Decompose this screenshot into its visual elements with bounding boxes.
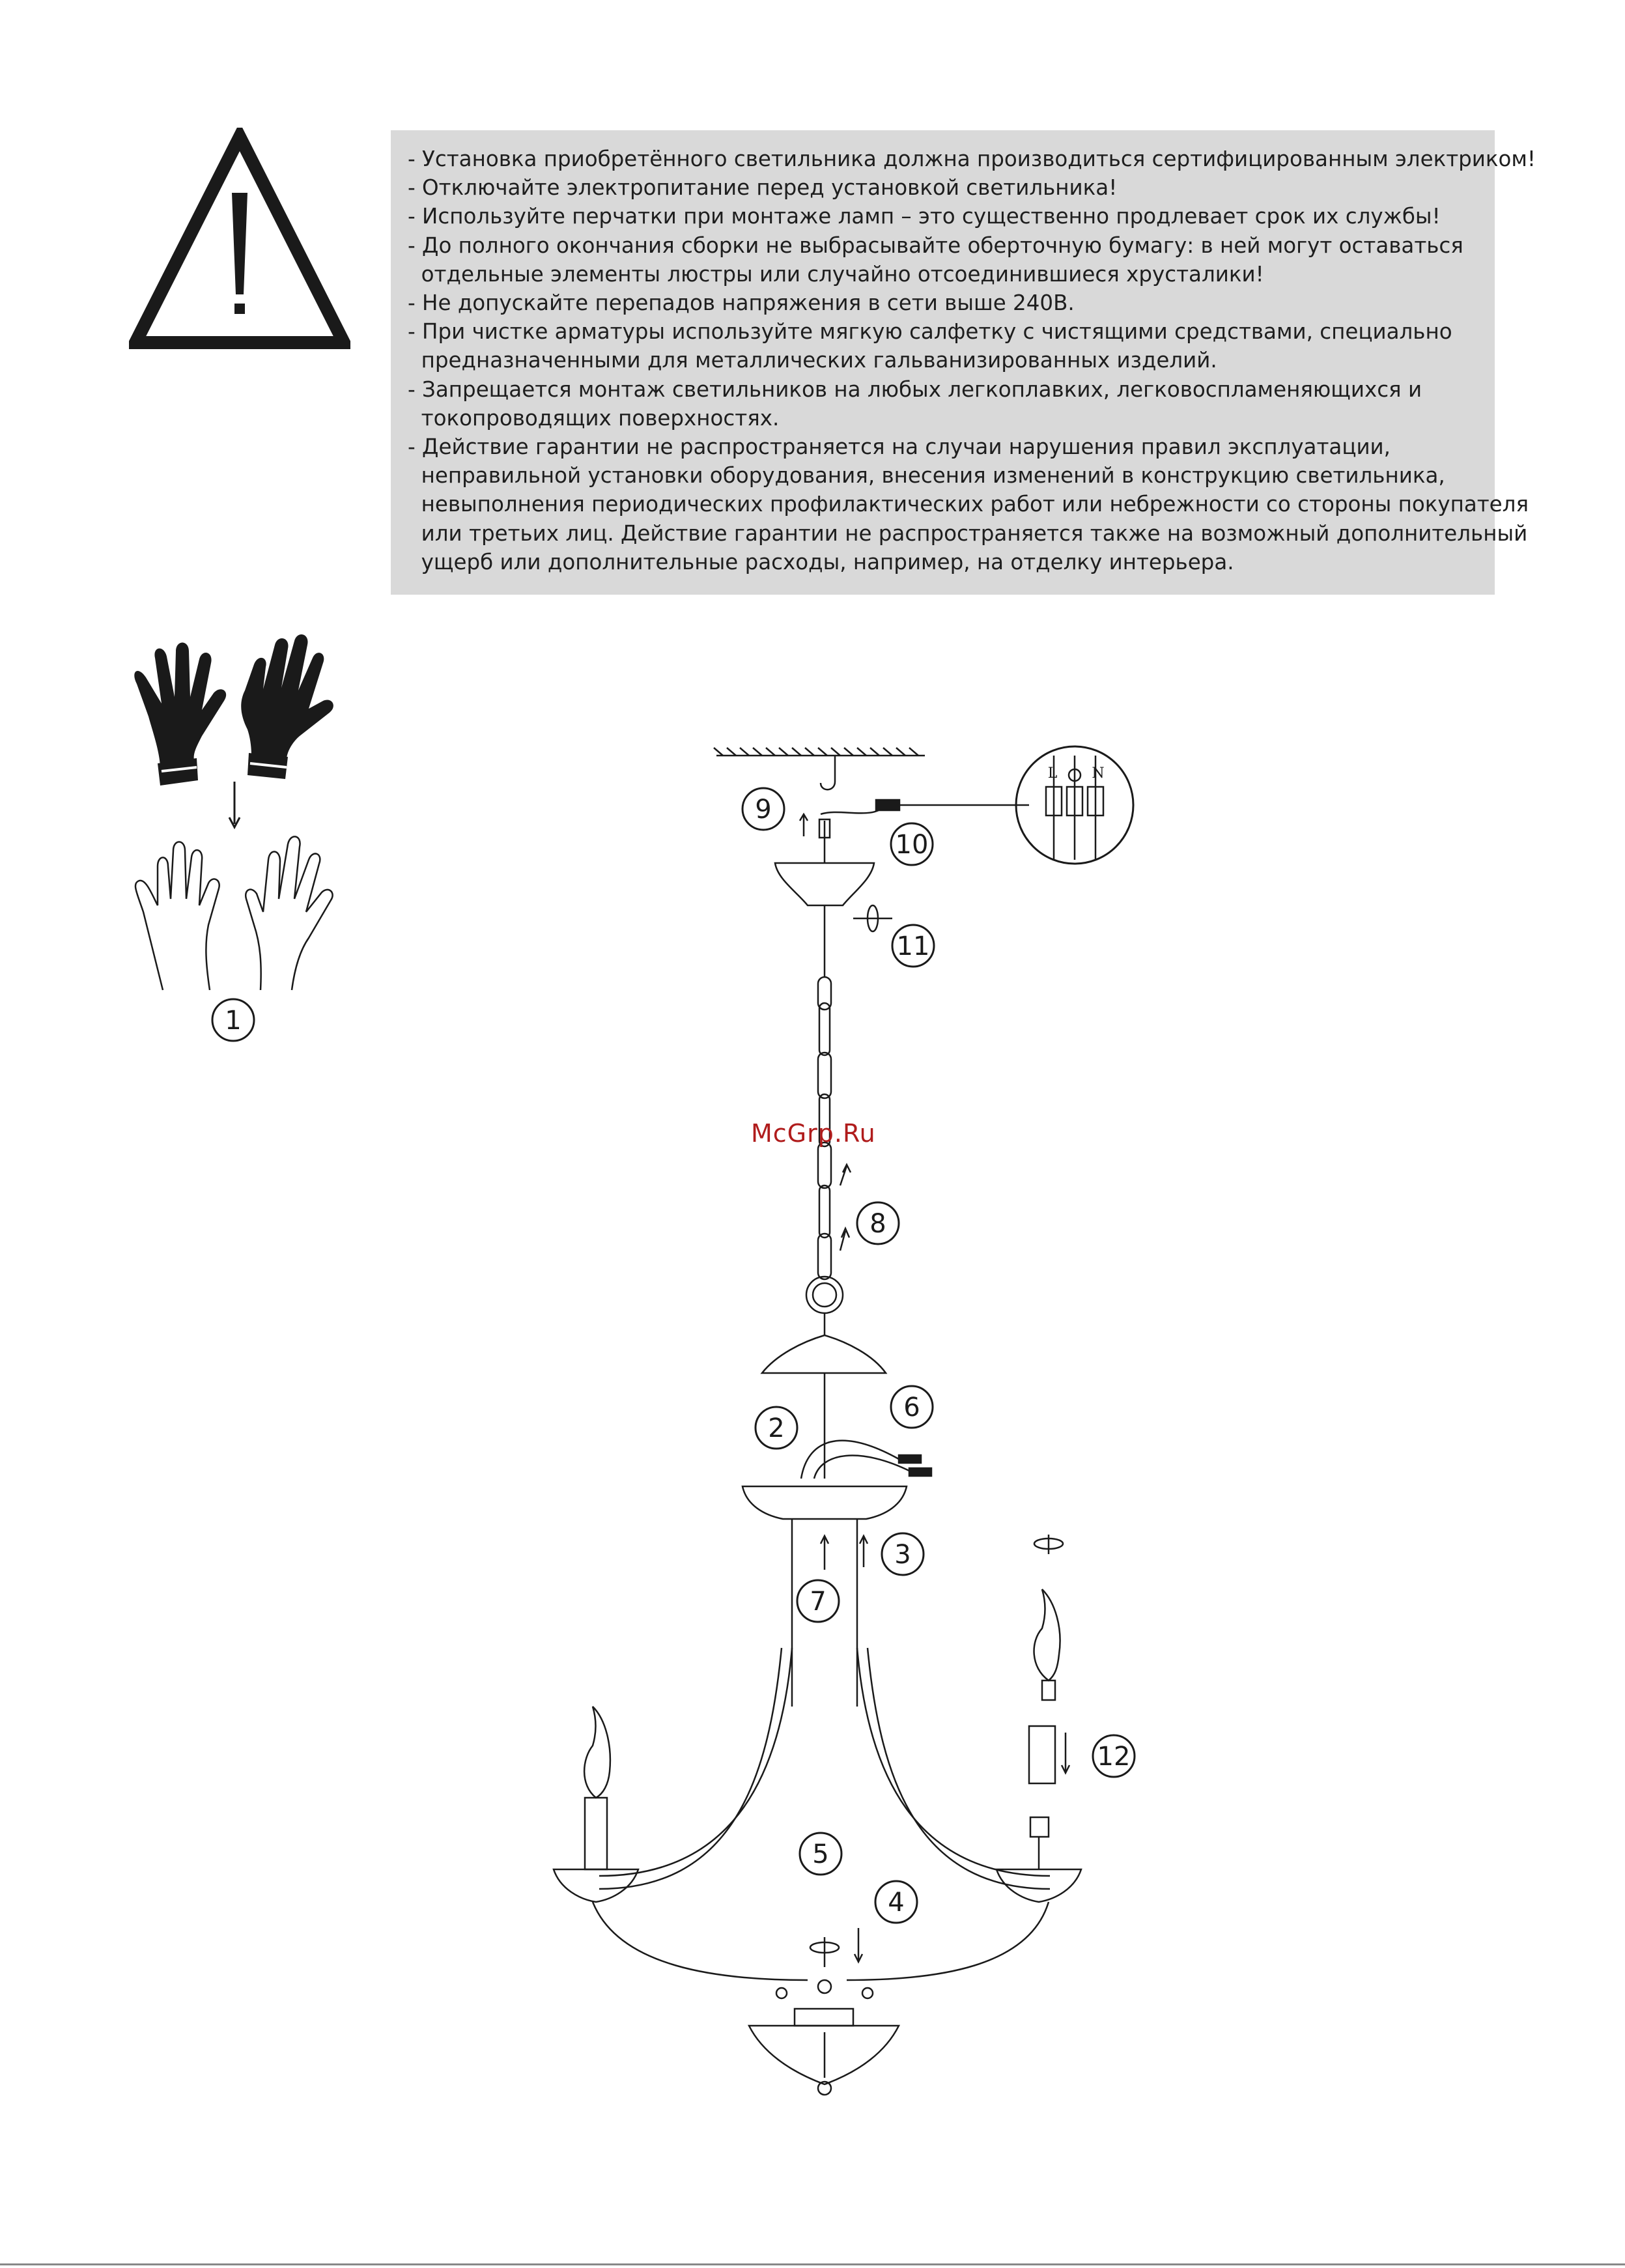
svg-text:2: 2 [768, 1413, 785, 1443]
step-10-badge [891, 823, 933, 865]
canopy-icon [775, 863, 874, 905]
svg-text:11: 11 [896, 931, 930, 961]
gloves-step-illustration [124, 625, 358, 1042]
warning-line: отдельные элементы люстры или случайно отсоединившиеся хрусталики! [408, 261, 1264, 287]
svg-text:8: 8 [869, 1209, 886, 1239]
terminal-block-icon [876, 800, 899, 810]
warning-line: невыполнения периодических профилактических работ или небрежности со стороны покупателя [408, 492, 1529, 517]
warning-line: ущерб или дополнительные расходы, например, на отделку интерьера. [408, 549, 1234, 574]
warning-line: - Используйте перчатки при монтаже ламп – это существенно продлевает срок их службы! [408, 204, 1441, 229]
work-gloves-icon [134, 634, 333, 786]
warning-line: или третьих лиц. Действие гарантии не распространяется также на возможный дополнительный [408, 520, 1528, 546]
step-11-badge [892, 925, 934, 967]
step-2-badge [756, 1407, 797, 1449]
svg-text:3: 3 [894, 1540, 911, 1570]
step-7-badge [797, 1580, 839, 1622]
svg-text:9: 9 [755, 795, 772, 825]
warning-line: - Запрещается монтаж светильников на любых легкоплавких, легковоспламеняющихся и [408, 376, 1422, 402]
svg-text:4: 4 [888, 1888, 905, 1918]
step-8-badge [857, 1202, 899, 1244]
svg-text:12: 12 [1097, 1742, 1131, 1772]
ceiling-icon [714, 748, 925, 756]
step-5-badge [800, 1833, 841, 1875]
step-badges [742, 788, 1135, 1923]
warning-text-box [391, 130, 1536, 595]
svg-text:5: 5 [812, 1839, 829, 1869]
warning-line: - До полного окончания сборки не выбрасывайте оберточную бумагу: в ней могут оставаться [408, 233, 1463, 258]
svg-text:10: 10 [895, 830, 929, 860]
warning-line: неправильной установки оборудования, внесения изменений в конструкцию светильника, [408, 463, 1445, 489]
down-arrow-icon [229, 782, 240, 827]
warning-line: токопроводящих поверхностях. [408, 405, 780, 431]
replacement-bulb-icon [1034, 1589, 1060, 1680]
ceiling-hook-icon [821, 756, 835, 789]
svg-text:7: 7 [810, 1587, 827, 1617]
live-label: L [1047, 765, 1058, 782]
step-9-badge [742, 788, 784, 830]
warning-line: - При чистке арматуры используйте мягкую салфетку с чистящими средствами, специально [408, 319, 1452, 345]
step-12-badge [1093, 1735, 1135, 1777]
right-arm-icon [857, 1648, 1050, 1876]
chandelier-body-icon [742, 1486, 907, 1519]
warning-line: - Отключайте электропитание перед установкой светильника! [408, 175, 1118, 201]
terminal-magnifier-icon [1016, 746, 1133, 864]
svg-text:6: 6 [903, 1393, 920, 1423]
svg-text:1: 1 [225, 1006, 242, 1036]
warning-triangle-icon [129, 128, 350, 349]
page-bottom-rule [0, 2263, 1625, 2265]
step-6-badge [891, 1386, 933, 1428]
bare-hands-icon [135, 836, 333, 990]
chain-cover-icon [762, 1335, 886, 1373]
warning-line: - Не допускайте перепадов напряжения в сети выше 240В. [408, 291, 1075, 316]
warning-line: - Установка приобретённого светильника должна производиться сертифицированным электриком! [408, 147, 1536, 171]
left-bulb-icon [584, 1707, 610, 1798]
chandelier-assembly-diagram [534, 690, 1316, 2123]
candle-sleeve-icon [1029, 1726, 1055, 1783]
warning-line: предназначенными для металлических гальванизированных изделий. [408, 348, 1217, 373]
neutral-label: N [1092, 765, 1105, 782]
step-4-badge [875, 1881, 917, 1923]
left-arm-icon [599, 1648, 792, 1876]
step-1-badge [212, 999, 254, 1041]
warning-line: - Действие гарантии не распространяется на случаи нарушения правил эксплуатации, [408, 434, 1391, 460]
step-3-badge [882, 1533, 924, 1575]
watermark: McGrp.Ru [751, 1119, 876, 1148]
